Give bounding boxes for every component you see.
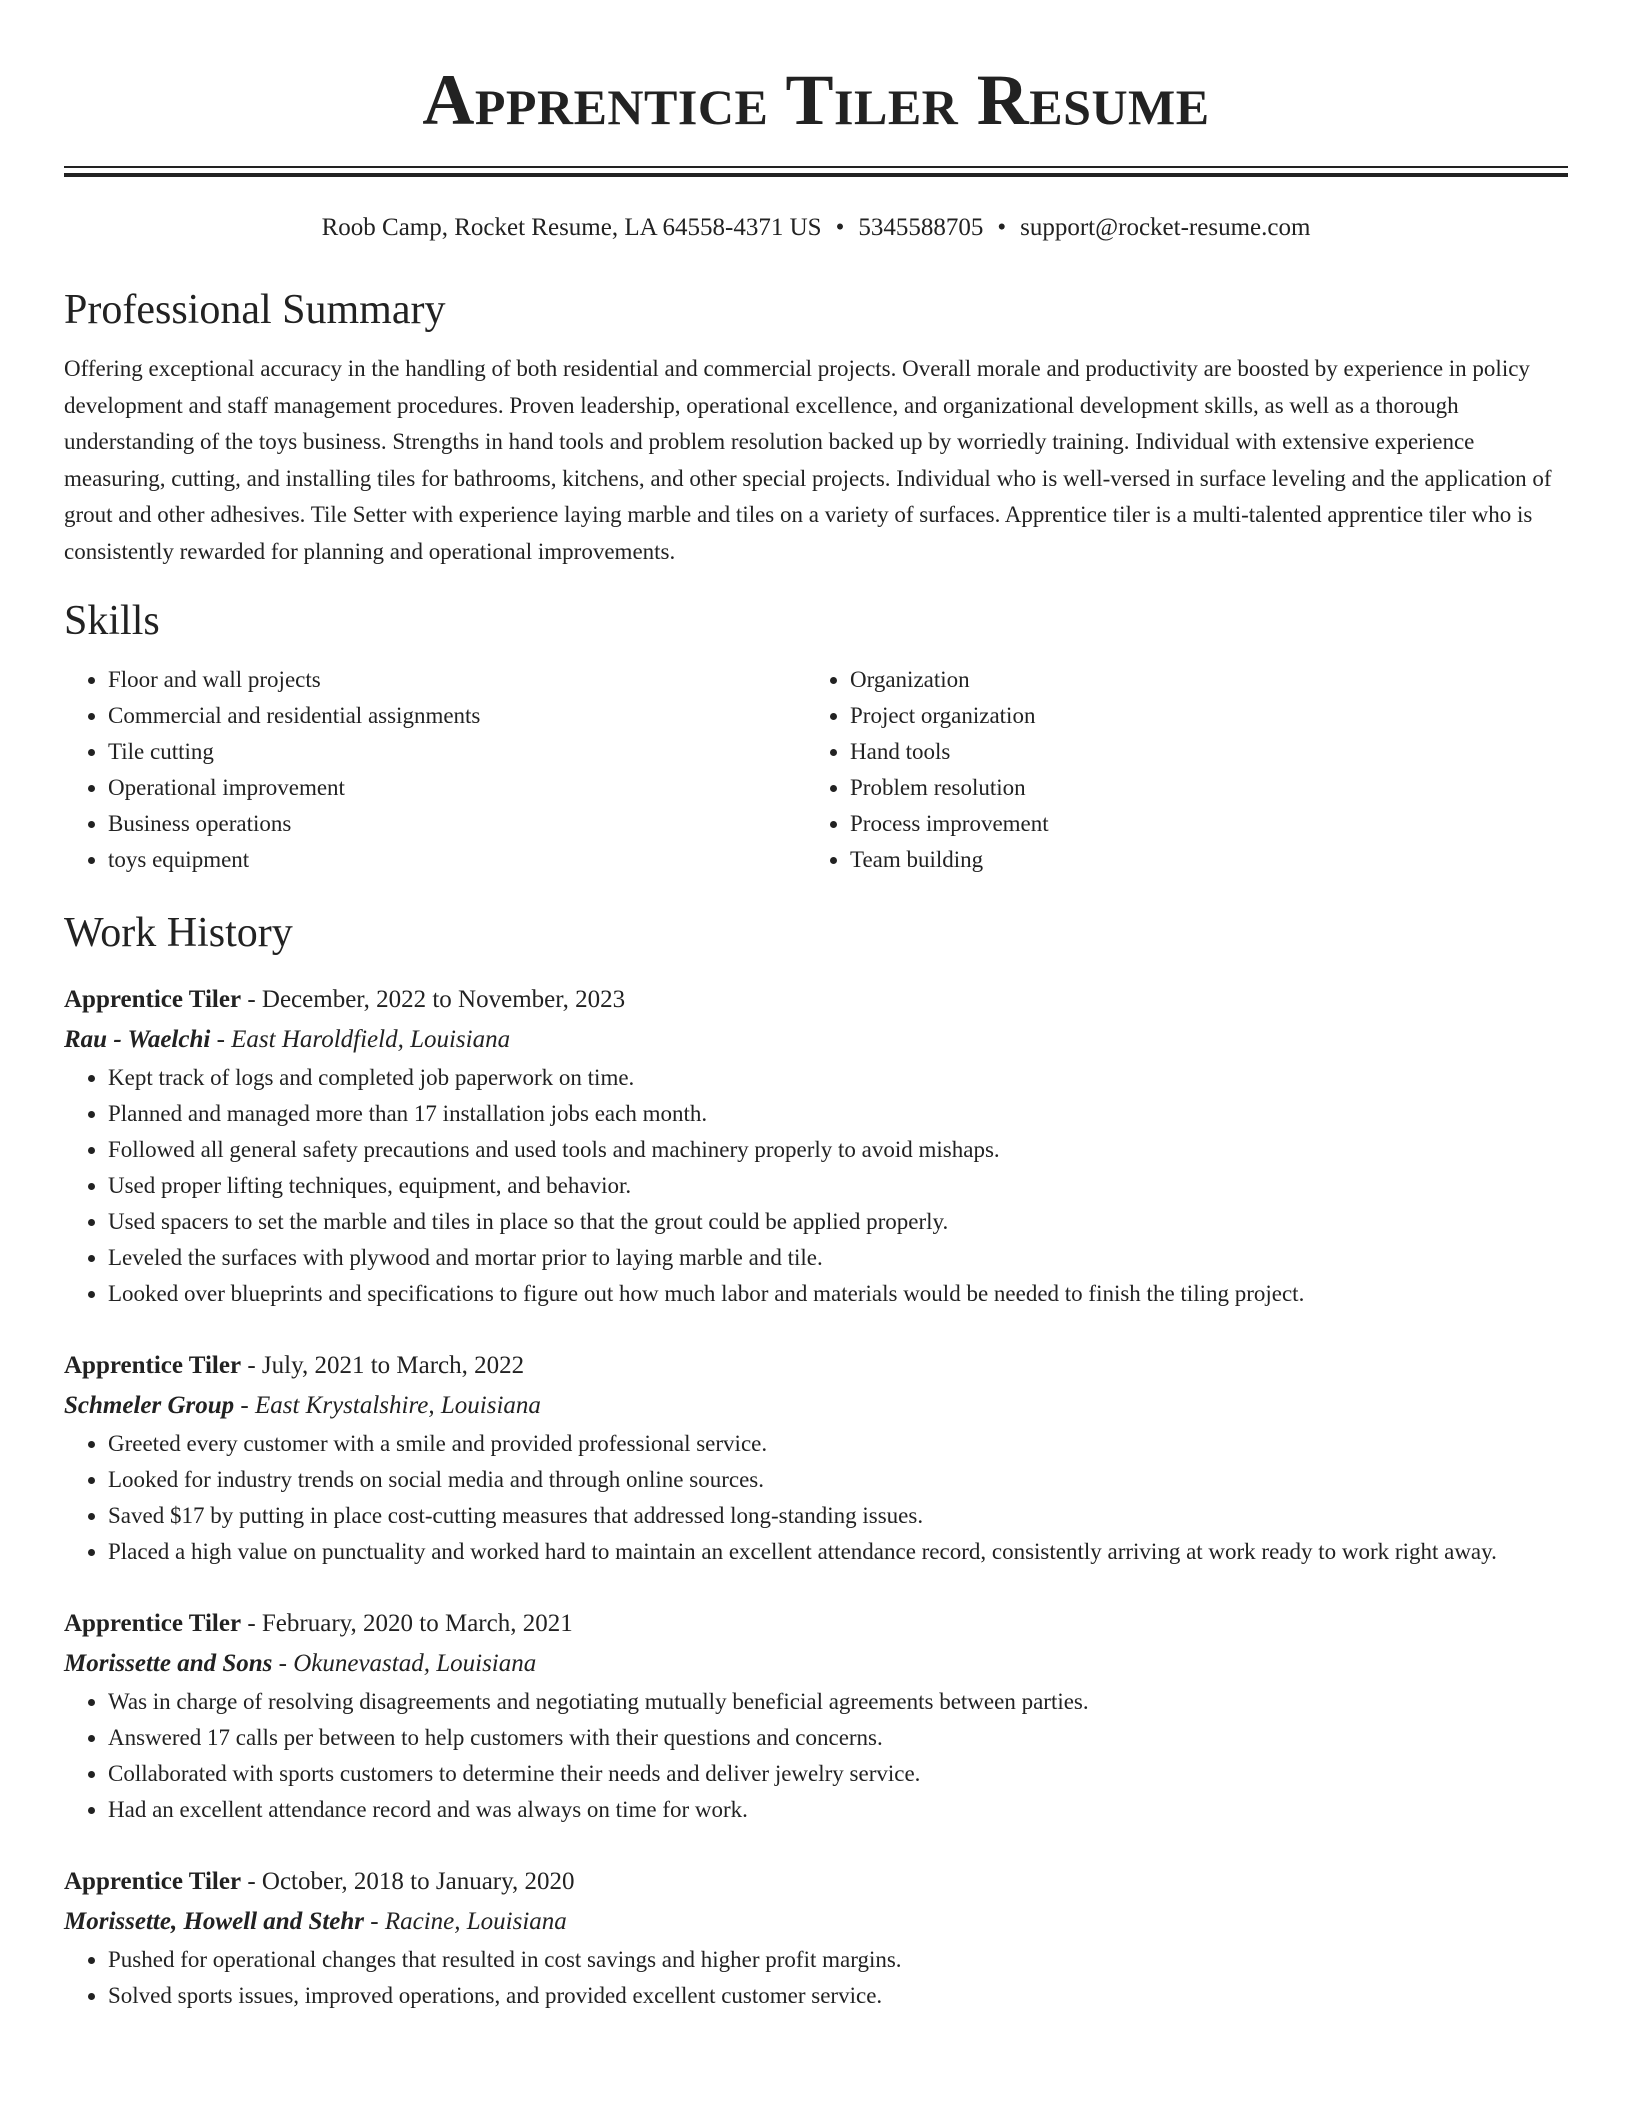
job-location: - Racine, Louisiana bbox=[364, 1908, 567, 1935]
job-company: Morissette and Sons bbox=[64, 1650, 273, 1677]
skills-list bbox=[64, 662, 1568, 878]
skill-item: • Tile cutting bbox=[108, 734, 806, 770]
job-bullets bbox=[64, 1942, 1568, 2014]
contact-phone: 5345588705 bbox=[858, 214, 984, 241]
title-divider-thick bbox=[64, 173, 1568, 177]
page-title: Apprentice Tiler Resume bbox=[422, 60, 1210, 140]
job-dates: - February, 2020 to March, 2021 bbox=[241, 1610, 573, 1637]
job-bullet: • Had an excellent attendance record and was always on time for work. bbox=[108, 1792, 1568, 1828]
job-title-line bbox=[64, 1862, 1568, 1902]
skill-item: • Project organization bbox=[850, 698, 1548, 734]
skill-item: • Operational improvement bbox=[108, 770, 806, 806]
job-company-line bbox=[64, 1644, 1568, 1684]
job-title: Apprentice Tiler bbox=[64, 1352, 242, 1379]
job-bullet: • Pushed for operational changes that resulted in cost savings and higher profit margins. bbox=[108, 1942, 1568, 1978]
job-bullet: • Collaborated with sports customers to determine their needs and deliver jewelry service. bbox=[108, 1756, 1568, 1792]
skill-item: • Problem resolution bbox=[850, 770, 1548, 806]
job-company-line bbox=[64, 1386, 1568, 1426]
job-bullet: • Planned and managed more than 17 installation jobs each month. bbox=[108, 1096, 1568, 1132]
skill-item: • Team building bbox=[850, 842, 1548, 878]
job-company-line bbox=[64, 1020, 1568, 1060]
job-bullet: • Greeted every customer with a smile and provided professional service. bbox=[108, 1426, 1568, 1462]
skill-item: • Commercial and residential assignments bbox=[108, 698, 806, 734]
skill-item: • toys equipment bbox=[108, 842, 806, 878]
work-history-heading: Work History bbox=[64, 910, 293, 956]
job-bullet: • Answered 17 calls per between to help customers with their questions and concerns. bbox=[108, 1720, 1568, 1756]
job-title-line bbox=[64, 1604, 1568, 1644]
skill-item: • Floor and wall projects bbox=[108, 662, 806, 698]
contact-separator: • bbox=[835, 214, 845, 241]
skills-column-right bbox=[806, 662, 1548, 878]
job-bullets bbox=[64, 1684, 1568, 1828]
job-bullet: • Used proper lifting techniques, equipment, and behavior. bbox=[108, 1168, 1568, 1204]
job-company: Rau - Waelchi bbox=[64, 1026, 211, 1053]
job-location: - Okunevastad, Louisiana bbox=[272, 1650, 537, 1677]
skill-item: • Process improvement bbox=[850, 806, 1548, 842]
resume-page bbox=[64, 0, 1568, 2014]
job-location: - East Krystalshire, Louisiana bbox=[234, 1392, 541, 1419]
contact-address: Roob Camp, Rocket Resume, LA 64558-4371 US bbox=[321, 214, 822, 241]
summary-text: Offering exceptional accuracy in the handling of both residential and commercial projects. Overall morale and productivity are boosted by experience in policy development and staff management procedures. Proven leadership, operational excellence, and organizational development skills, as well as a thorough understanding of the toys business. Strengths in hand tools and problem resolution backed up by worriedly training. Individual with extensive experience measuring, cutting, and installing tiles for bathrooms, kitchens, and other special projects. Individual who is well-versed in surface leveling and the application of grout and other adhesives. Tile Setter with experience laying marble and tiles on a variety of surfaces. Apprentice tiler is a multi-talented apprentice tiler who is consistently rewarded for planning and operational improvements. bbox=[64, 356, 1552, 564]
job-bullet: • Saved $17 by putting in place cost-cutting measures that addressed long-standing issues. bbox=[108, 1498, 1568, 1534]
job-bullet: • Solved sports issues, improved operations, and provided excellent customer service. bbox=[108, 1978, 1568, 2014]
job-bullet: • Looked for industry trends on social media and through online sources. bbox=[108, 1462, 1568, 1498]
job-dates: - December, 2022 to November, 2023 bbox=[241, 986, 626, 1013]
job-title-line bbox=[64, 980, 1568, 1020]
job-bullet: • Looked over blueprints and specifications to figure out how much labor and materials would be needed to finish the tiling project. bbox=[108, 1276, 1568, 1312]
title-divider-thin bbox=[64, 166, 1568, 168]
job-company-line bbox=[64, 1902, 1568, 1942]
contact-separator: • bbox=[997, 214, 1007, 241]
skill-item: • Organization bbox=[850, 662, 1548, 698]
job-title: Apprentice Tiler bbox=[64, 1868, 242, 1895]
job-bullet: • Was in charge of resolving disagreements and negotiating mutually beneficial agreements between parties. bbox=[108, 1684, 1568, 1720]
skill-item: • Business operations bbox=[108, 806, 806, 842]
job-title-line bbox=[64, 1346, 1568, 1386]
job-dates: - July, 2021 to March, 2022 bbox=[241, 1352, 525, 1379]
job-entry bbox=[64, 1862, 1568, 2014]
job-bullet: • Leveled the surfaces with plywood and mortar prior to laying marble and tile. bbox=[108, 1240, 1568, 1276]
job-bullet: • Followed all general safety precautions and used tools and machinery properly to avoid mishaps. bbox=[108, 1132, 1568, 1168]
job-title: Apprentice Tiler bbox=[64, 1610, 242, 1637]
contact-email: support@rocket-resume.com bbox=[1020, 214, 1311, 241]
summary-heading: Professional Summary bbox=[64, 287, 446, 333]
job-bullets bbox=[64, 1426, 1568, 1570]
job-company: Morissette, Howell and Stehr bbox=[64, 1908, 365, 1935]
job-bullets bbox=[64, 1060, 1568, 1312]
job-bullet: • Used spacers to set the marble and tiles in place so that the grout could be applied properly. bbox=[108, 1204, 1568, 1240]
job-bullet: • Kept track of logs and completed job paperwork on time. bbox=[108, 1060, 1568, 1096]
contact-line bbox=[64, 213, 1568, 243]
job-location: - East Haroldfield, Louisiana bbox=[210, 1026, 511, 1053]
job-title: Apprentice Tiler bbox=[64, 986, 242, 1013]
skills-column-left bbox=[64, 662, 806, 878]
job-entry bbox=[64, 1346, 1568, 1570]
skills-heading: Skills bbox=[64, 598, 160, 644]
job-bullet: • Placed a high value on punctuality and worked hard to maintain an excellent attendance record, consistently arriving at work ready to work right away. bbox=[108, 1534, 1568, 1570]
skill-item: • Hand tools bbox=[850, 734, 1548, 770]
job-entry bbox=[64, 1604, 1568, 1828]
job-entry bbox=[64, 980, 1568, 1312]
job-company: Schmeler Group bbox=[64, 1392, 235, 1419]
job-dates: - October, 2018 to January, 2020 bbox=[241, 1868, 575, 1895]
